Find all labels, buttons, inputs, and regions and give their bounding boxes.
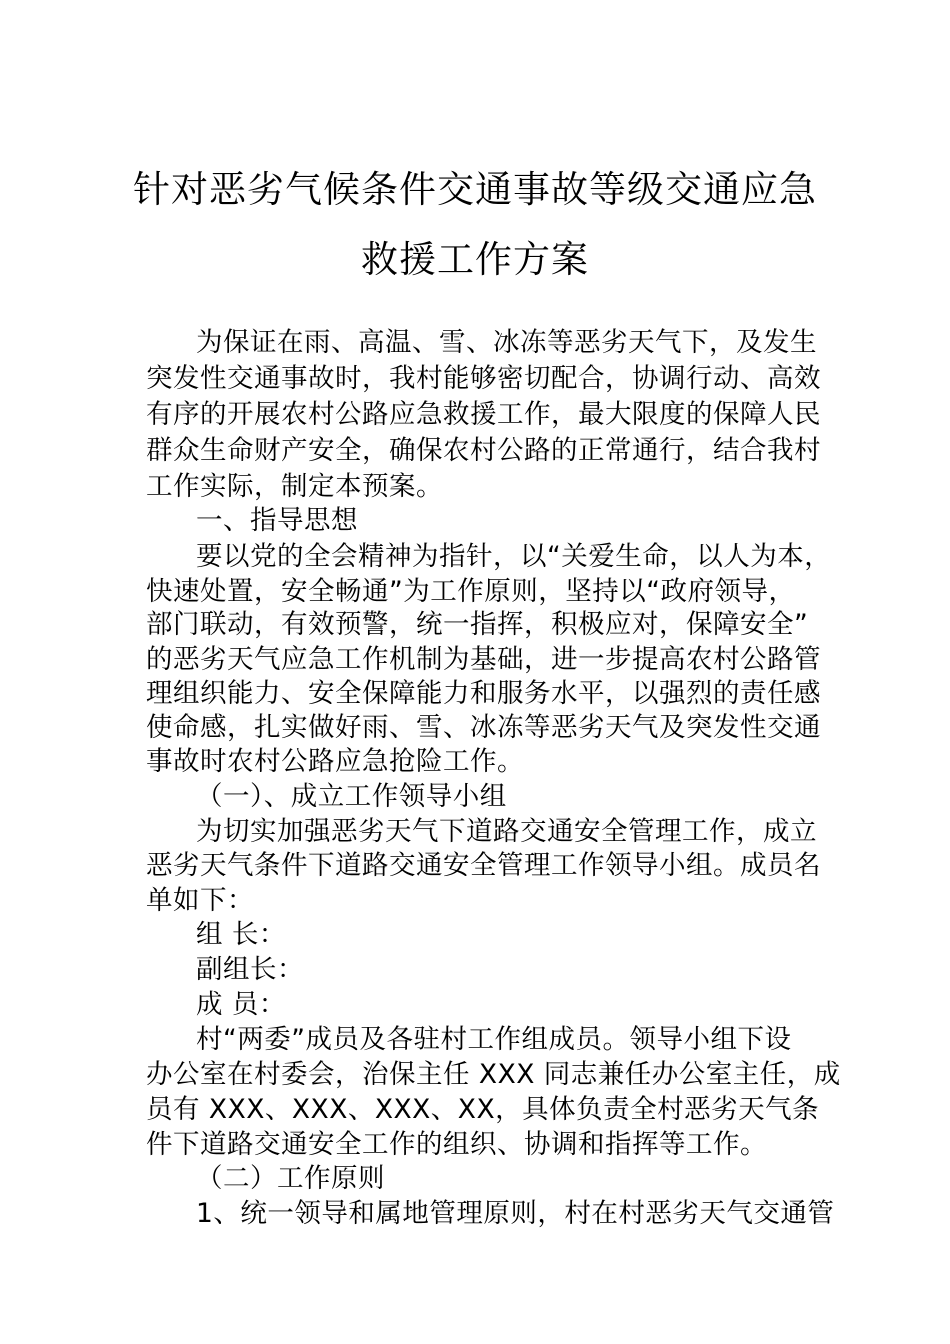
paragraph-line: 工作实际，制定本预案。 [146, 471, 443, 502]
paragraph-line: 部门联动，有效预警，统一指挥，积极应对，保障安全” [146, 609, 809, 640]
list-item-leader: 组 长： [196, 919, 286, 950]
paragraph-line: 为切实加强恶劣天气下道路交通安全管理工作，成立 [196, 816, 817, 847]
paragraph-line: 为保证在雨、高温、雪、冰冻等恶劣天气下，及发生 [196, 327, 817, 358]
paragraph-line: 办公室在村委会，治保主任 XXX 同志兼任办公室主任，成 [146, 1059, 841, 1090]
section-heading: （一）、成立工作领导小组 [196, 781, 507, 812]
paragraph-line: 理组织能力、安全保障能力和服务水平，以强烈的责任感 [146, 678, 821, 709]
paragraph-line: 单如下： [146, 885, 254, 916]
paragraph-line: 突发性交通事故时，我村能够密切配合，协调行动、高效 [146, 363, 821, 394]
paragraph-line: 的恶劣天气应急工作机制为基础，进一步提高农村公路管 [146, 644, 821, 675]
paragraph-line: 件下道路交通安全工作的组织、协调和指挥等工作。 [146, 1129, 767, 1160]
paragraph-line: 事故时农村公路应急抢险工作。 [146, 746, 524, 777]
list-item-members: 成 员： [196, 989, 286, 1020]
paragraph-line: 群众生命财产安全，确保农村公路的正常通行，结合我村 [146, 435, 821, 466]
section-heading: （二）工作原则 [196, 1163, 385, 1194]
paragraph-line: 村“两委”成员及各驻村工作组成员。领导小组下设 [196, 1024, 792, 1055]
paragraph-line: 使命感，扎实做好雨、雪、冰冻等恶劣天气及突发性交通 [146, 712, 821, 743]
document-title-line-1: 针对恶劣气候条件交通事故等级交通应急 [133, 168, 817, 211]
list-item-deputy-leader: 副组长： [196, 954, 304, 985]
document-title-line-2: 救援工作方案 [361, 238, 589, 281]
paragraph-line: 员有 XXX、XXX、XXX、XX，具体负责全村恶劣天气条 [146, 1094, 820, 1125]
paragraph-line: 有序的开展农村公路应急救援工作，最大限度的保障人民 [146, 399, 821, 430]
paragraph-line: 恶劣天气条件下道路交通安全管理工作领导小组。成员名 [146, 850, 821, 881]
section-heading: 一、指导思想 [196, 505, 358, 536]
paragraph-line: 快速处置，安全畅通”为工作原则，坚持以“政府领导， [146, 576, 796, 607]
paragraph-line: 1、统一领导和属地管理原则，村在村恶劣天气交通管 [196, 1198, 835, 1229]
paragraph-line: 要以党的全会精神为指针，以“关爱生命，以人为本， [196, 541, 832, 572]
